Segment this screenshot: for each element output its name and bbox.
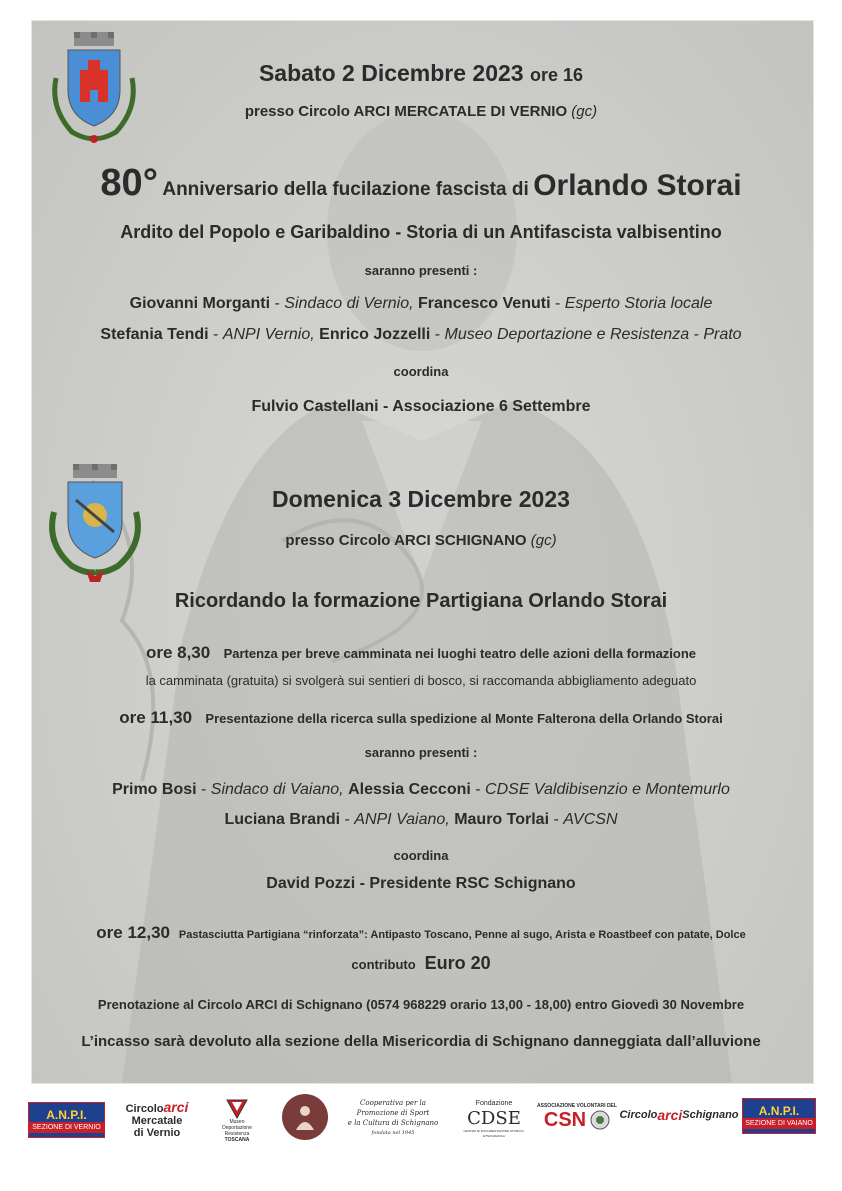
speaker-role: AVCSN [563,811,618,828]
circolo-mercatale-1: Circolo [125,1103,164,1115]
speaker-role: Sindaco di Vaiano, [210,781,344,798]
event1-present-label: saranno presenti : [364,263,478,278]
figure-icon [290,1102,320,1132]
museo-3: Resistenza [224,1131,250,1137]
csn-name: CSN [543,1108,587,1131]
anpi-vaiano-bottom: SEZIONE DI VAIANO [743,1118,815,1129]
coop-1: Cooperativa per la Promozione di Sport [356,1099,430,1117]
coop-emblem-icon [282,1094,328,1140]
item1-text: Partenza per breve camminata nei luoghi teatro delle azioni della formazione [223,646,697,661]
event2-lunch-line [0,923,842,943]
speaker-role: ANPI Vernio, [222,326,315,343]
event2-proceeds: L’incasso sarà devoluto alla sezione della Misericordia di Schignano danneggiata dall’alluvione [81,1033,761,1050]
circolo-schignano-logo [619,1100,739,1130]
item2-text: Presentazione della ricerca sulla spedizione al Monte Falterona della Orlando Storai [205,711,723,726]
circolo-mercatale-3: di Vernio [133,1127,181,1139]
event2-speakers-row2: Luciana Brandi - ANPI Vaiano, Mauro Torlai - AVCSN [224,811,618,828]
event2-venue-suffix: (gc) [530,532,557,549]
anpi-vernio-top: A.N.P.I. [46,1107,87,1122]
event1-venue-line [0,103,842,120]
event1-anniversary-line [0,162,842,205]
event2-item2-line [0,708,842,728]
speaker-name: Luciana Brandi [224,811,341,828]
event1-venue: Circolo ARCI MERCATALE DI VERNIO [298,103,568,120]
event1-coordinator: Fulvio Castellani - Associazione 6 Settembre [251,398,591,415]
speaker-name: Francesco Venuti [418,295,551,312]
coop-schignano-logo [338,1098,448,1138]
event2-venue-prefix: presso [285,532,335,549]
speaker-name: Alessia Cecconi [348,781,471,798]
event1-venue-prefix: presso [244,103,295,120]
item1-time: ore 8,30 [145,643,211,662]
event1-speakers-row2: Stefania Tendi - ANPI Vernio, Enrico Jozzelli - Museo Deportazione e Resistenza - Prato [100,326,742,343]
contribution-amount: Euro 20 [424,953,491,973]
speaker-name: Mauro Torlai [454,811,550,828]
museo-2: Deportazione [222,1125,252,1131]
lunch-time: ore 12,30 [96,923,170,942]
anpi-vernio-bottom: SEZIONE DI VERNIO [29,1122,104,1133]
speaker-role: ANPI Vaiano, [354,811,450,828]
museo-1: Museo [229,1119,245,1125]
event2-speakers-row1: Primo Bosi - Sindaco di Vaiano, Alessia Cecconi - CDSE Valdibisenzio e Montemurlo [112,781,730,798]
event2-heading: Ricordando la formazione Partigiana Orlando Storai [174,590,668,612]
speaker-name: Giovanni Morganti [129,295,271,312]
circolo-schignano-arci: arci [657,1107,683,1123]
cdse-top: Fondazione [475,1100,513,1107]
event2-booking: Prenotazione al Circolo ARCI di Schignano (0574 968229 orario 13,00 - 18,00) entro Giovedì 30 Novembre [97,997,745,1012]
sponsor-logos-footer [0,1086,842,1156]
circolo-mercatale-2: Mercatale [131,1115,183,1127]
event1-speakers-row1: Giovanni Morganti - Sindaco di Vernio, Francesco Venuti - Esperto Storia locale [129,295,713,312]
csn-logo [536,1094,618,1140]
contribution-label: contributo [351,957,416,972]
anpi-vernio-logo [28,1102,105,1138]
event2-date: Domenica 3 Dicembre 2023 [272,486,570,512]
vernio-coat-of-arms-icon [42,28,146,150]
event1-date: Sabato 2 Dicembre 2023 [258,60,524,86]
speaker-name: Primo Bosi [112,781,197,798]
event2-venue-line [0,532,842,549]
event1-coord-label: coordina [393,364,449,379]
event2-coord-label: coordina [393,848,449,863]
vaiano-coat-of-arms-icon [40,460,150,584]
triangle-icon [226,1099,248,1119]
circolo-mercatale-logo [114,1098,200,1142]
lunch-text: Pastasciutta Partigiana “rinforzata”: Antipasto Toscano, Penne al sugo, Arista e Roastbeef con patate, Dolce [178,929,746,941]
coop-2: e la Cultura di Schignano [347,1119,439,1127]
honoree-name: Orlando Storai [533,169,742,202]
coop-3: fondata nel 1945 [371,1130,415,1136]
speaker-role: CDSE Valdibisenzio e Montemurlo [485,781,730,798]
event2-item1-line [0,643,842,663]
event2-contribution-line [0,953,842,974]
event2-item1-note: la camminata (gratuita) si svolgerà sui sentieri di bosco, si raccomanda abbigliamento adeguato [145,673,697,688]
circolo-schignano-1: Circolo [619,1109,658,1121]
cdse-sub: CENTRO DI DOCUMENTAZIONE STORICO-ETNOGRAFICA [463,1129,525,1138]
csn-top: ASSOCIAZIONE VOLONTARI DEL [537,1102,617,1109]
event2-present-label: saranno presenti : [364,745,478,760]
museo-deportazione-logo [216,1092,258,1150]
speaker-name: Stefania Tendi [100,326,209,343]
speaker-role: Esperto Storia locale [564,295,713,312]
speaker-role: Sindaco di Vernio, [284,295,414,312]
event1-time: ore 16 [529,65,584,85]
csn-badge-icon [590,1110,610,1130]
museo-4: TOSCANA [224,1137,250,1143]
event1-venue-suffix: (gc) [571,103,598,120]
speaker-name: Enrico Jozzelli [319,326,431,343]
circolo-schignano-2: Schignano [682,1109,739,1121]
fondazione-cdse-logo [460,1094,528,1144]
cdse-name: CDSE [467,1108,521,1129]
event2-venue: Circolo ARCI SCHIGNANO [338,532,527,549]
event1-date-line [0,60,842,87]
anpi-vaiano-logo [742,1098,816,1134]
circolo-mercatale-arci: arci [163,1099,189,1115]
anniversary-text: Anniversario della fucilazione fascista di [162,179,529,200]
item2-time: ore 11,30 [119,708,193,727]
anniversary-number: 80° [100,162,158,204]
speaker-role: Museo Deportazione e Resistenza - Prato [444,326,742,343]
event2-coordinator: David Pozzi - Presidente RSC Schignano [266,875,576,892]
anpi-vaiano-top: A.N.P.I. [758,1103,800,1118]
event1-subtitle: Ardito del Popolo e Garibaldino - Storia di un Antifascista valbisentino [120,222,722,242]
